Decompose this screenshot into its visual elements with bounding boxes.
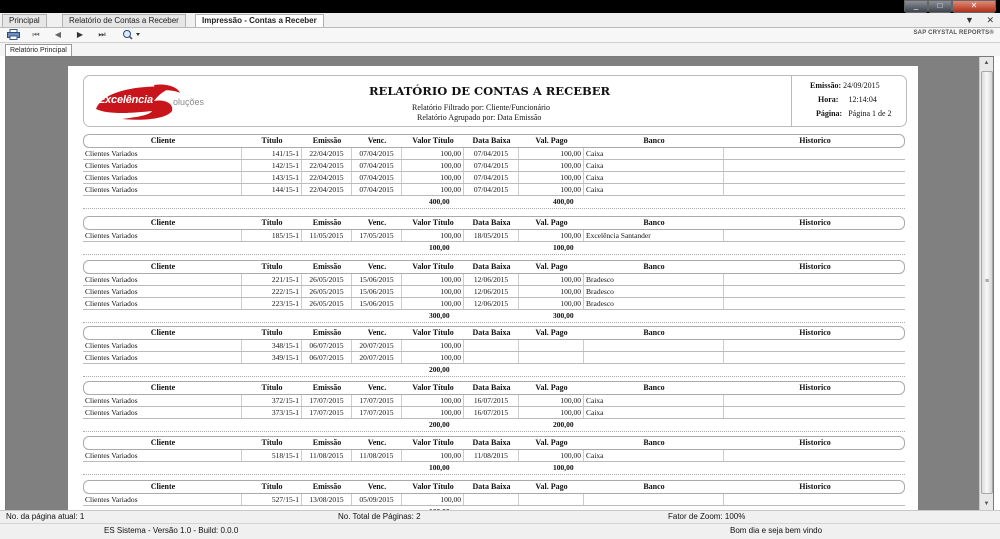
cell-data-baixa [463, 352, 518, 363]
cell-historico [723, 407, 905, 418]
cell-data-baixa: 16/07/2015 [463, 407, 518, 418]
scroll-up-icon[interactable]: ▲ [983, 60, 990, 66]
cell-titulo: 373/15-1 [241, 407, 301, 418]
cell-val-pago: 100,00 [518, 450, 583, 461]
table-row [83, 160, 905, 172]
zoom-icon[interactable] [120, 29, 144, 40]
group-total-row [83, 364, 905, 375]
cell-historico [723, 172, 905, 183]
column-header-valor-titulo: Valor Título [412, 328, 454, 337]
group-column-header [83, 134, 905, 148]
table-row [83, 395, 905, 407]
cell-vencimento: 15/06/2015 [351, 274, 401, 285]
cell-historico [723, 450, 905, 461]
close-window-button[interactable]: ✕ [952, 0, 996, 13]
cell-vencimento: 15/06/2015 [351, 286, 401, 297]
cell-titulo: 185/15-1 [241, 230, 301, 241]
cell-banco: Caixa [583, 184, 723, 195]
cell-cliente: Clientes Variados [85, 173, 138, 182]
logo-text: Excelência [98, 94, 153, 106]
column-header-val-pago: Val. Pago [535, 383, 568, 392]
cell-cliente: Clientes Variados [85, 353, 138, 362]
column-header-banco: Banco [643, 438, 665, 447]
cell-banco: Bradesco [583, 286, 723, 297]
cell-data-baixa: 12/06/2015 [463, 298, 518, 309]
scrollbar-thumb[interactable] [981, 71, 993, 494]
document-tabs [0, 13, 1000, 28]
column-header-data-baixa: Data Baixa [472, 383, 511, 392]
cell-val-pago: 100,00 [518, 160, 583, 171]
cell-val-pago: 100,00 [518, 274, 583, 285]
column-header-cliente: Cliente [150, 262, 176, 271]
report-group [83, 326, 905, 379]
cell-historico [723, 160, 905, 171]
cell-val-pago: 100,00 [518, 298, 583, 309]
table-row [83, 230, 905, 242]
report-group [83, 134, 905, 211]
cell-valor-titulo: 100,00 [401, 450, 463, 461]
cell-data-baixa: 07/04/2015 [463, 148, 518, 159]
column-header-banco: Banco [643, 262, 665, 271]
cell-val-pago [518, 340, 583, 351]
app-statusbar [0, 523, 1000, 539]
cell-vencimento: 07/04/2015 [351, 160, 401, 171]
report-title: RELATÓRIO DE CONTAS A RECEBER [369, 84, 611, 98]
previous-page-icon[interactable]: ◀ [54, 30, 62, 39]
cell-banco [583, 340, 723, 351]
cell-emissao: 13/08/2015 [301, 494, 351, 505]
cell-cliente: Clientes Variados [85, 185, 138, 194]
tab-list-dropdown-icon[interactable]: ▼ [965, 15, 974, 25]
group-total-row [83, 462, 905, 473]
column-header-cliente: Cliente [150, 218, 176, 227]
table-row [83, 352, 905, 364]
table-row [83, 172, 905, 184]
cell-vencimento: 20/07/2015 [351, 340, 401, 351]
cell-val-pago: 100,00 [518, 172, 583, 183]
cell-val-pago: 100,00 [518, 286, 583, 297]
header-divider [791, 76, 792, 126]
cell-cliente: Clientes Variados [85, 341, 138, 350]
cell-val-pago: 100,00 [518, 407, 583, 418]
cell-historico [723, 352, 905, 363]
cell-emissao: 26/05/2015 [301, 298, 351, 309]
report-viewer [5, 56, 994, 511]
cell-titulo: 349/15-1 [241, 352, 301, 363]
cell-titulo: 221/15-1 [241, 274, 301, 285]
cell-data-baixa: 18/05/2015 [463, 230, 518, 241]
cell-titulo: 144/15-1 [241, 184, 301, 195]
group-total-row [83, 310, 905, 321]
cell-valor-titulo: 100,00 [401, 148, 463, 159]
cell-vencimento: 17/07/2015 [351, 407, 401, 418]
column-header-emissao: Emissão [312, 262, 342, 271]
cell-valor-titulo: 100,00 [401, 395, 463, 406]
vertical-scrollbar[interactable] [979, 57, 993, 510]
cell-valor-titulo: 100,00 [401, 407, 463, 418]
group-column-header [83, 381, 905, 395]
pagina-value: Página 1 de 2 [848, 109, 892, 118]
table-row [83, 340, 905, 352]
cell-cliente: Clientes Variados [85, 299, 138, 308]
column-header-vencimento: Venc. [367, 482, 387, 491]
cell-emissao: 26/05/2015 [301, 274, 351, 285]
next-page-icon[interactable]: ▶ [76, 30, 84, 39]
group-total-row [83, 196, 905, 207]
column-header-titulo: Título [261, 328, 283, 337]
cell-banco: Caixa [583, 172, 723, 183]
cell-titulo: 222/15-1 [241, 286, 301, 297]
cell-titulo: 143/15-1 [241, 172, 301, 183]
total-val-pago: 200,00 [553, 420, 574, 429]
total-val-pago: 400,00 [553, 197, 574, 206]
report-group [83, 381, 905, 434]
column-header-vencimento: Venc. [367, 328, 387, 337]
cell-cliente: Clientes Variados [85, 495, 138, 504]
column-header-vencimento: Venc. [367, 383, 387, 392]
maximize-button[interactable]: □ [928, 0, 952, 13]
group-column-header [83, 436, 905, 450]
column-header-data-baixa: Data Baixa [472, 482, 511, 491]
cell-data-baixa: 16/07/2015 [463, 395, 518, 406]
cell-banco: Caixa [583, 160, 723, 171]
total-val-pago: 100,00 [553, 463, 574, 472]
cell-data-baixa: 12/06/2015 [463, 286, 518, 297]
total-valor-titulo: 100,00 [429, 243, 450, 252]
subtab-label: Relatório Principal [10, 47, 67, 54]
cell-emissao: 17/07/2015 [301, 407, 351, 418]
cell-banco: Bradesco [583, 298, 723, 309]
company-logo [94, 83, 214, 123]
cell-val-pago [518, 352, 583, 363]
cell-valor-titulo: 100,00 [401, 230, 463, 241]
app-version: ES Sistema - Versão 1.0 - Build: 0.0.0 [104, 526, 239, 535]
cell-emissao: 11/08/2015 [301, 450, 351, 461]
column-header-historico: Historico [799, 328, 831, 337]
cell-historico [723, 274, 905, 285]
column-header-historico: Historico [799, 262, 831, 271]
cell-valor-titulo: 100,00 [401, 352, 463, 363]
cell-val-pago: 100,00 [518, 148, 583, 159]
cell-val-pago: 100,00 [518, 184, 583, 195]
total-val-pago: 100,00 [553, 243, 574, 252]
report-filter: Relatório Filtrado por: Cliente/Funcionário [412, 103, 550, 112]
cell-titulo: 141/15-1 [241, 148, 301, 159]
group-separator [83, 254, 905, 257]
column-header-vencimento: Venc. [367, 438, 387, 447]
cell-valor-titulo: 100,00 [401, 184, 463, 195]
cell-vencimento: 05/09/2015 [351, 494, 401, 505]
pagina-field [816, 109, 892, 118]
column-header-titulo: Título [261, 218, 283, 227]
cell-emissao: 26/05/2015 [301, 286, 351, 297]
cell-valor-titulo: 100,00 [401, 274, 463, 285]
cell-banco [583, 494, 723, 505]
cell-val-pago: 100,00 [518, 395, 583, 406]
cell-emissao: 17/07/2015 [301, 395, 351, 406]
cell-cliente: Clientes Variados [85, 231, 138, 240]
cell-emissao: 06/07/2015 [301, 340, 351, 351]
group-separator [83, 208, 905, 211]
column-header-titulo: Título [261, 262, 283, 271]
column-header-val-pago: Val. Pago [535, 218, 568, 227]
cell-historico [723, 298, 905, 309]
report-page [68, 66, 918, 516]
column-header-val-pago: Val. Pago [535, 328, 568, 337]
column-header-valor-titulo: Valor Título [412, 136, 454, 145]
group-column-header [83, 216, 905, 230]
tab-relatorio-principal[interactable] [5, 44, 72, 56]
emissao-field [810, 81, 880, 90]
column-header-vencimento: Venc. [367, 262, 387, 271]
column-header-banco: Banco [643, 136, 665, 145]
logo-suffix: oluções [173, 97, 205, 107]
emissao-value: 24/09/2015 [843, 81, 880, 90]
cell-titulo: 223/15-1 [241, 298, 301, 309]
cell-valor-titulo: 100,00 [401, 160, 463, 171]
cell-titulo: 372/15-1 [241, 395, 301, 406]
cell-cliente: Clientes Variados [85, 275, 138, 284]
report-grouping: Relatório Agrupado por: Data Emissão [417, 113, 542, 122]
cell-emissao: 22/04/2015 [301, 184, 351, 195]
table-row [83, 407, 905, 419]
column-header-historico: Historico [799, 482, 831, 491]
cell-data-baixa: 07/04/2015 [463, 160, 518, 171]
group-column-header [83, 260, 905, 274]
column-header-titulo: Título [261, 482, 283, 491]
tab-controls [955, 14, 994, 26]
column-header-val-pago: Val. Pago [535, 482, 568, 491]
tab-impressao-contas[interactable] [195, 14, 324, 27]
cell-emissao: 11/05/2015 [301, 230, 351, 241]
column-header-val-pago: Val. Pago [535, 136, 568, 145]
column-header-emissao: Emissão [312, 218, 342, 227]
report-subtabs [0, 43, 1000, 56]
total-valor-titulo: 200,00 [429, 365, 450, 374]
cell-vencimento: 17/05/2015 [351, 230, 401, 241]
cell-valor-titulo: 100,00 [401, 172, 463, 183]
cell-vencimento: 07/04/2015 [351, 172, 401, 183]
scroll-down-icon[interactable]: ▼ [983, 501, 990, 507]
column-header-vencimento: Venc. [367, 136, 387, 145]
group-separator [83, 322, 905, 325]
cell-valor-titulo: 100,00 [401, 298, 463, 309]
column-header-emissao: Emissão [312, 136, 342, 145]
report-group [83, 260, 905, 325]
cell-data-baixa: 07/04/2015 [463, 184, 518, 195]
pagina-label: Página: [816, 109, 843, 118]
cell-emissao: 22/04/2015 [301, 148, 351, 159]
cell-valor-titulo: 100,00 [401, 340, 463, 351]
close-tab-icon[interactable]: ✕ [986, 15, 994, 25]
cell-historico [723, 494, 905, 505]
cell-titulo: 518/15-1 [241, 450, 301, 461]
column-header-banco: Banco [643, 218, 665, 227]
cell-valor-titulo: 100,00 [401, 286, 463, 297]
cell-historico [723, 286, 905, 297]
cell-banco: Bradesco [583, 274, 723, 285]
cell-valor-titulo: 100,00 [401, 494, 463, 505]
cell-vencimento: 15/06/2015 [351, 298, 401, 309]
emissao-label: Emissão: [810, 81, 842, 90]
cell-data-baixa [463, 340, 518, 351]
cell-banco: Caixa [583, 148, 723, 159]
first-page-icon[interactable]: ⏮ [32, 30, 40, 39]
cell-data-baixa [463, 494, 518, 505]
column-header-banco: Banco [643, 482, 665, 491]
total-valor-titulo: 100,00 [429, 463, 450, 472]
total-pages-status: No. Total de Páginas: 2 [338, 512, 421, 521]
group-separator [83, 474, 905, 477]
hora-label: Hora: [818, 95, 839, 104]
table-row [83, 450, 905, 462]
cell-titulo: 527/15-1 [241, 494, 301, 505]
column-header-historico: Historico [799, 136, 831, 145]
group-total-row [83, 419, 905, 430]
greeting-message: Bom dia e seja bem vindo [730, 526, 823, 535]
cell-vencimento: 07/04/2015 [351, 148, 401, 159]
table-row [83, 286, 905, 298]
report-toolbar [0, 28, 1000, 43]
hora-field [818, 95, 877, 104]
cell-cliente: Clientes Variados [85, 396, 138, 405]
table-row [83, 148, 905, 160]
column-header-data-baixa: Data Baixa [472, 262, 511, 271]
cell-emissao: 22/04/2015 [301, 160, 351, 171]
window-controls [904, 0, 996, 12]
column-header-cliente: Cliente [150, 383, 176, 392]
cell-data-baixa: 12/06/2015 [463, 274, 518, 285]
cell-titulo: 348/15-1 [241, 340, 301, 351]
column-header-val-pago: Val. Pago [535, 438, 568, 447]
cell-titulo: 142/15-1 [241, 160, 301, 171]
report-group [83, 436, 905, 477]
minimize-button[interactable]: _ [904, 0, 928, 13]
cell-data-baixa: 11/08/2015 [463, 450, 518, 461]
grip-icon: ≡ [984, 278, 990, 285]
cell-val-pago: 100,00 [518, 230, 583, 241]
cell-banco: Excelência Santander [583, 230, 723, 241]
column-header-vencimento: Venc. [367, 218, 387, 227]
tab-relatorio-contas[interactable] [62, 14, 186, 27]
total-valor-titulo: 300,00 [429, 311, 450, 320]
column-header-historico: Historico [799, 218, 831, 227]
cell-cliente: Clientes Variados [85, 149, 138, 158]
column-header-titulo: Título [261, 136, 283, 145]
cell-banco [583, 352, 723, 363]
table-row [83, 184, 905, 196]
cell-banco: Caixa [583, 450, 723, 461]
cell-historico [723, 340, 905, 351]
cell-historico [723, 395, 905, 406]
table-row [83, 274, 905, 286]
column-header-data-baixa: Data Baixa [472, 438, 511, 447]
tab-label: Relatório de Contas a Receber [69, 16, 179, 25]
column-header-cliente: Cliente [150, 328, 176, 337]
cell-banco: Caixa [583, 395, 723, 406]
print-icon[interactable] [6, 29, 20, 40]
group-total-row [83, 242, 905, 253]
column-header-valor-titulo: Valor Título [412, 482, 454, 491]
cell-banco: Caixa [583, 407, 723, 418]
column-header-cliente: Cliente [150, 136, 176, 145]
total-val-pago: 300,00 [553, 311, 574, 320]
column-header-emissao: Emissão [312, 438, 342, 447]
column-header-titulo: Título [261, 438, 283, 447]
crystal-reports-brand: SAP CRYSTAL REPORTS® [913, 30, 994, 36]
column-header-valor-titulo: Valor Título [412, 383, 454, 392]
column-header-emissao: Emissão [312, 482, 342, 491]
cell-val-pago [518, 494, 583, 505]
column-header-titulo: Título [261, 383, 283, 392]
cell-data-baixa: 07/04/2015 [463, 172, 518, 183]
window-titlebar [0, 0, 1000, 13]
column-header-historico: Historico [799, 438, 831, 447]
current-page-status: No. da página atual: 1 [6, 512, 85, 521]
cell-cliente: Clientes Variados [85, 287, 138, 296]
cell-cliente: Clientes Variados [85, 161, 138, 170]
cell-cliente: Clientes Variados [85, 408, 138, 417]
table-row [83, 494, 905, 506]
total-valor-titulo: 200,00 [429, 420, 450, 429]
column-header-valor-titulo: Valor Título [412, 438, 454, 447]
group-column-header [83, 326, 905, 340]
column-header-emissao: Emissão [312, 328, 342, 337]
group-column-header [83, 480, 905, 494]
group-separator [83, 431, 905, 434]
cell-cliente: Clientes Variados [85, 451, 138, 460]
cell-vencimento: 20/07/2015 [351, 352, 401, 363]
tab-label: Principal [9, 16, 40, 25]
column-header-historico: Historico [799, 383, 831, 392]
cell-historico [723, 184, 905, 195]
column-header-emissao: Emissão [312, 383, 342, 392]
table-row [83, 298, 905, 310]
cell-vencimento: 17/07/2015 [351, 395, 401, 406]
last-page-icon[interactable]: ⏭ [98, 30, 106, 39]
tab-principal[interactable] [2, 14, 47, 27]
column-header-valor-titulo: Valor Título [412, 218, 454, 227]
report-group [83, 216, 905, 257]
column-header-cliente: Cliente [150, 482, 176, 491]
report-statusbar [0, 510, 1000, 523]
zoom-status: Fator de Zoom: 100% [668, 512, 746, 521]
cell-historico [723, 230, 905, 241]
cell-emissao: 22/04/2015 [301, 172, 351, 183]
column-header-banco: Banco [643, 383, 665, 392]
tab-label: Impressão - Contas a Receber [202, 16, 317, 25]
total-valor-titulo: 400,00 [429, 197, 450, 206]
cell-historico [723, 148, 905, 159]
report-header [83, 75, 907, 127]
column-header-val-pago: Val. Pago [535, 262, 568, 271]
cell-vencimento: 07/04/2015 [351, 184, 401, 195]
column-header-valor-titulo: Valor Título [412, 262, 454, 271]
column-header-cliente: Cliente [150, 438, 176, 447]
column-header-data-baixa: Data Baixa [472, 328, 511, 337]
column-header-data-baixa: Data Baixa [472, 136, 511, 145]
column-header-data-baixa: Data Baixa [472, 218, 511, 227]
cell-vencimento: 11/08/2015 [351, 450, 401, 461]
cell-emissao: 06/07/2015 [301, 352, 351, 363]
group-separator [83, 376, 905, 379]
hora-value: 12:14:04 [848, 95, 877, 104]
column-header-banco: Banco [643, 328, 665, 337]
